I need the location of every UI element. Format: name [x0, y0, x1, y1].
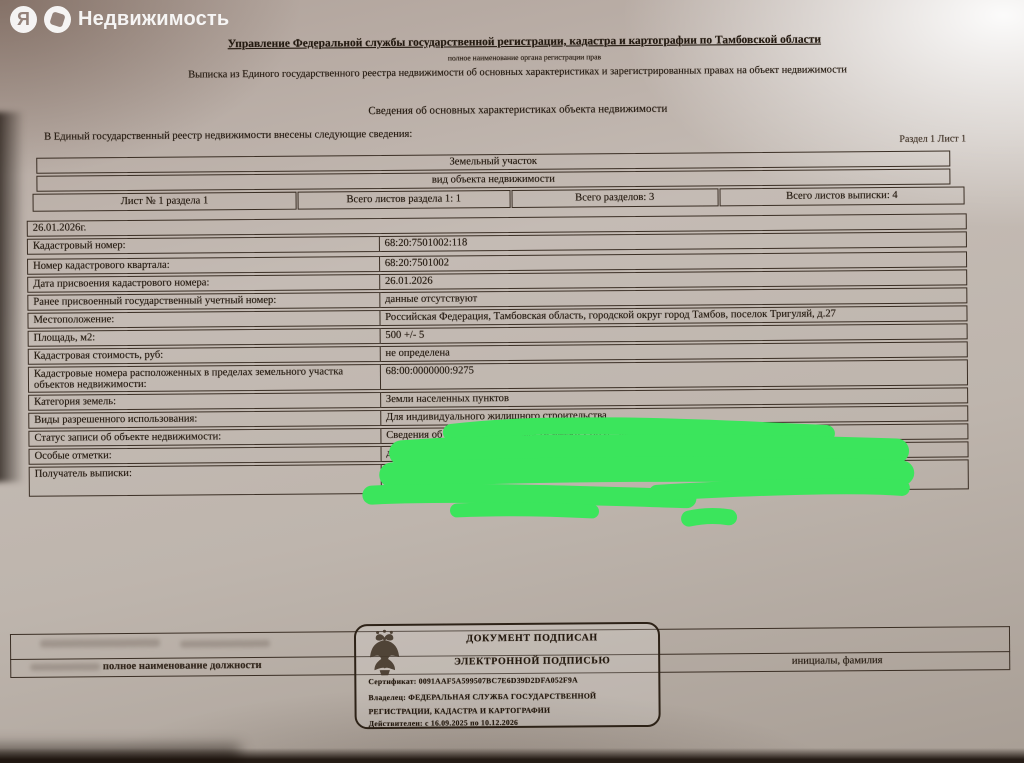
- row-value: 26.01.2026: [384, 275, 433, 287]
- row-label: Ранее присвоенный государственный учетный номер:: [28, 293, 380, 310]
- receiver-fragment: К: [386, 465, 394, 477]
- row-label: Статус записи об объекте недвижимости:: [29, 429, 381, 446]
- row-value: Земли населенных пунктов: [385, 393, 509, 405]
- row-value: 68:20:7501002:118: [384, 237, 468, 249]
- row-label: Кадастровый номер:: [28, 237, 380, 254]
- row-label: Категория земель:: [29, 393, 381, 410]
- coat-of-arms-icon: [367, 629, 402, 677]
- realty-app-icon: [44, 6, 71, 33]
- stamp-validity: Действителен: с 16.09.2025 по 10.12.2026: [368, 717, 519, 729]
- sheet-info-cell: Всего разделов: 3: [511, 188, 718, 208]
- receiver-fragment: ител: [609, 464, 630, 476]
- watermark-brand-label: Недвижимость: [78, 8, 230, 30]
- row-label: Получатель выписки:: [30, 465, 382, 496]
- row-label: Площадь, м2:: [29, 329, 381, 346]
- row-value: 68:20:7501002: [384, 257, 450, 269]
- row-label: Виды разрешенного использования:: [29, 411, 381, 428]
- electronic-signature-stamp: [354, 622, 661, 729]
- initials-caption: инициалы, фамилия: [791, 655, 883, 667]
- position-caption: полное наименование должности: [102, 659, 262, 673]
- document-subtitle: Сведения об основных характеристиках объекта недвижимости: [368, 102, 668, 118]
- row-label: Номер кадастрового квартала:: [28, 257, 380, 274]
- extract-date-row: 26.01.2026г.: [27, 213, 967, 236]
- intro-text: В Единый государственный реестр недвижимости внесены следующие сведения:: [44, 128, 413, 143]
- yandex-realty-watermark: [10, 6, 229, 33]
- receiver-fragment: вича: [779, 476, 801, 488]
- sheet-info-cell: Всего листов раздела 1: 1: [297, 190, 510, 210]
- row-label: Особые отметки:: [30, 447, 382, 464]
- faint-handwriting: [180, 640, 270, 648]
- sheet-info-cell: Лист № 1 раздела 1: [33, 192, 297, 212]
- stamp-owner: Владелец: ФЕДЕРАЛЬНАЯ СЛУЖБА ГОСУДАРСТВЕННОЙ РЕГИСТРАЦИИ, КАДАСТРА И КАРТОГРАФИИ: [368, 691, 597, 716]
- object-type-value: Земельный участок: [36, 151, 950, 174]
- date-cadastral-group: [27, 213, 967, 256]
- house-icon: [49, 11, 65, 27]
- authority-caption: полное наименование органа регистрации прав: [447, 52, 602, 63]
- yandex-logo-icon: Я: [10, 6, 37, 33]
- row-value: 500 +/- 5: [385, 329, 425, 341]
- stamp-certificate: Сертификат: 0091AAF5A599507BC7E6D39D2DFA052F9A: [368, 675, 578, 687]
- receiver-fragment: ),: [753, 463, 760, 475]
- row-value: не определена: [385, 347, 450, 359]
- row-value: Для индивидуального жилищного строительства: [385, 410, 607, 423]
- redaction-scribble: [356, 415, 923, 541]
- row-label: Местоположение:: [28, 311, 380, 328]
- object-type-caption: вид объекта недвижимости: [36, 169, 950, 192]
- row-label: Кадастровые номера расположенных в пределах земельного участка объектов недвижимости:: [29, 365, 381, 392]
- row-label: Кадастровая стоимость, руб:: [29, 347, 381, 364]
- faint-handwriting: [40, 639, 160, 648]
- registration-authority-name: Управление Федеральной службы государственной регистрации, кадастра и картографии по Тамбовской области: [227, 33, 822, 51]
- row-value: данные отсутствуют: [385, 293, 478, 305]
- row-label: Дата присвоения кадастрового номера:: [28, 275, 380, 292]
- section-sheet-ref: Раздел 1 Лист 1: [899, 133, 967, 145]
- document-title: Выписка из Единого государственного реестра недвижимости об основных характеристиках и зарегистрированных правах на объект недвижимости: [188, 64, 847, 81]
- row-value: Сведения об объекте недвижимости имеют статус "актуальные": [386, 427, 676, 441]
- row-value: данные от: [386, 447, 433, 459]
- sheet-info-cell: Всего листов выписки: 4: [719, 186, 964, 206]
- stamp-title-line2: ЭЛЕКТРОННОЙ ПОДПИСЬЮ: [454, 655, 611, 668]
- row-value: 68:00:0000000:9275: [385, 365, 475, 377]
- row-value: Российская Федерация, Тамбовская область, городской округ город Тамбов, поселок Тригуляй, д.27: [385, 308, 836, 323]
- stamp-title-line1: ДОКУМЕНТ ПОДПИСАН: [466, 632, 598, 645]
